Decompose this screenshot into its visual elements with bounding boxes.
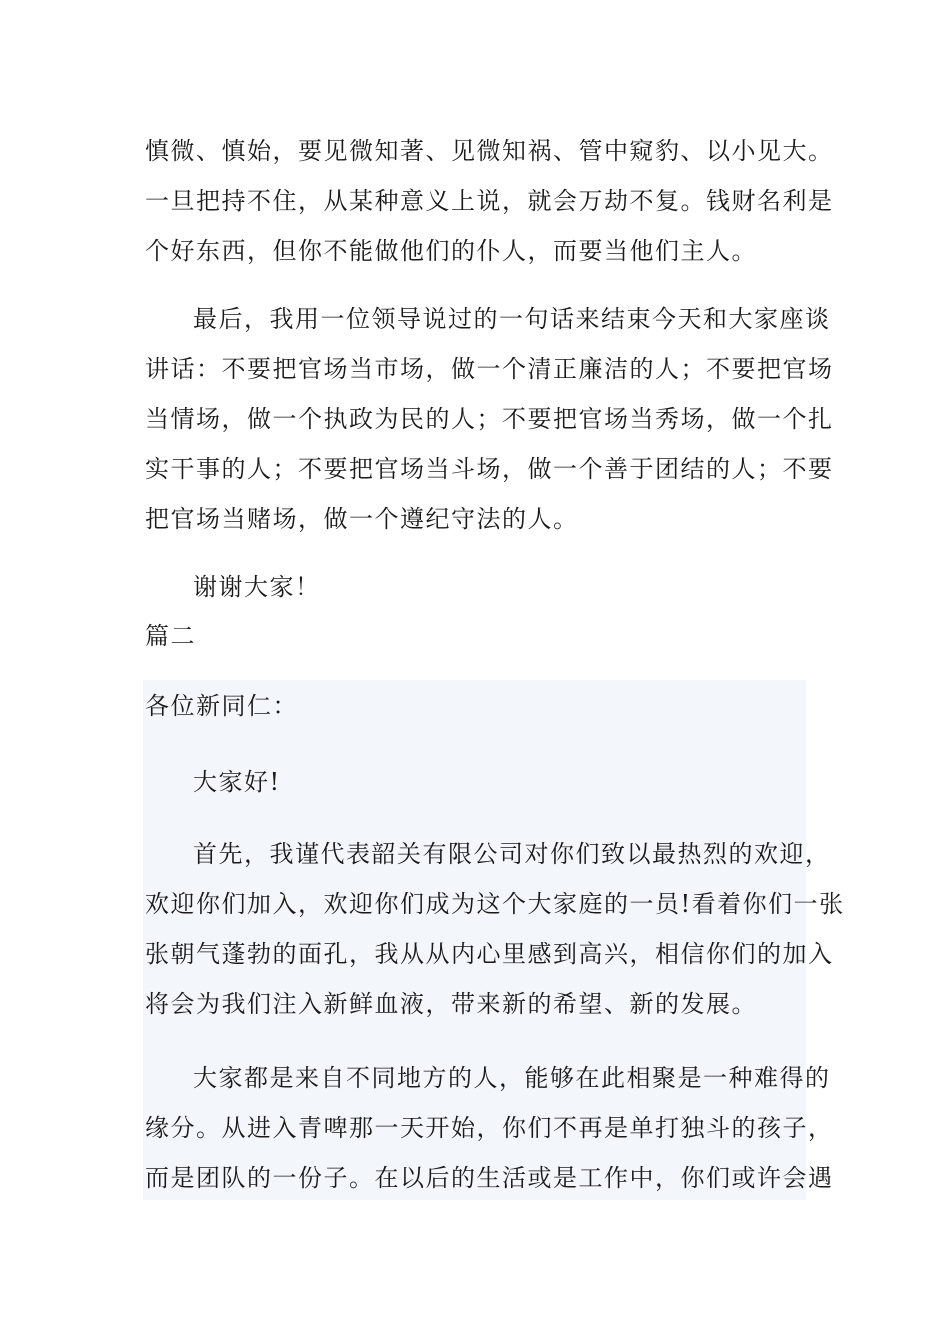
paragraph-line: 而是团队的一份子。在以后的生活或是工作中，你们或许会遇 [145, 1164, 834, 1192]
paragraph-line: 最后，我用一位领导说过的一句话来结束今天和大家座谈 [193, 305, 831, 333]
paragraph-line: 缘分。从进入青啤那一天开始，你们不再是单打独斗的孩子， [145, 1114, 834, 1142]
closing-text: 谢谢大家！ [193, 573, 321, 601]
paragraph-line: 将会为我们注入新鲜血液，带来新的希望、新的发展。 [145, 990, 757, 1018]
paragraph-line: 个好东西，但你不能做他们的仆人，而要当他们主人。 [145, 237, 757, 265]
paragraph-line: 讲话：不要把官场当市场，做一个清正廉洁的人；不要把官场 [145, 355, 834, 383]
paragraph-line: 当情场，做一个执政为民的人；不要把官场当秀场，做一个扎 [145, 405, 834, 433]
section-heading: 篇二 [145, 622, 196, 650]
greeting: 大家好! [193, 768, 281, 796]
paragraph-line: 张朝气蓬勃的面孔，我从从内心里感到高兴，相信你们的加入 [145, 940, 834, 968]
paragraph-line: 把官场当赌场，做一个遵纪守法的人。 [145, 505, 579, 533]
paragraph-line: 大家都是来自不同地方的人，能够在此相聚是一种难得的 [193, 1064, 831, 1092]
salutation: 各位新同仁： [145, 692, 298, 720]
paragraph-line: 首先，我谨代表韶关有限公司对你们致以最热烈的欢迎， [193, 840, 831, 868]
paragraph-line: 实干事的人；不要把官场当斗场，做一个善于团结的人；不要 [145, 455, 834, 483]
paragraph-line: 慎微、慎始，要见微知著、见微知祸、管中窥豹、以小见大。 [145, 137, 834, 165]
paragraph-line: 一旦把持不住，从某种意义上说，就会万劫不复。钱财名利是 [145, 187, 834, 215]
paragraph-line: 欢迎你们加入，欢迎你们成为这个大家庭的一员!看着你们一张 [145, 890, 845, 918]
